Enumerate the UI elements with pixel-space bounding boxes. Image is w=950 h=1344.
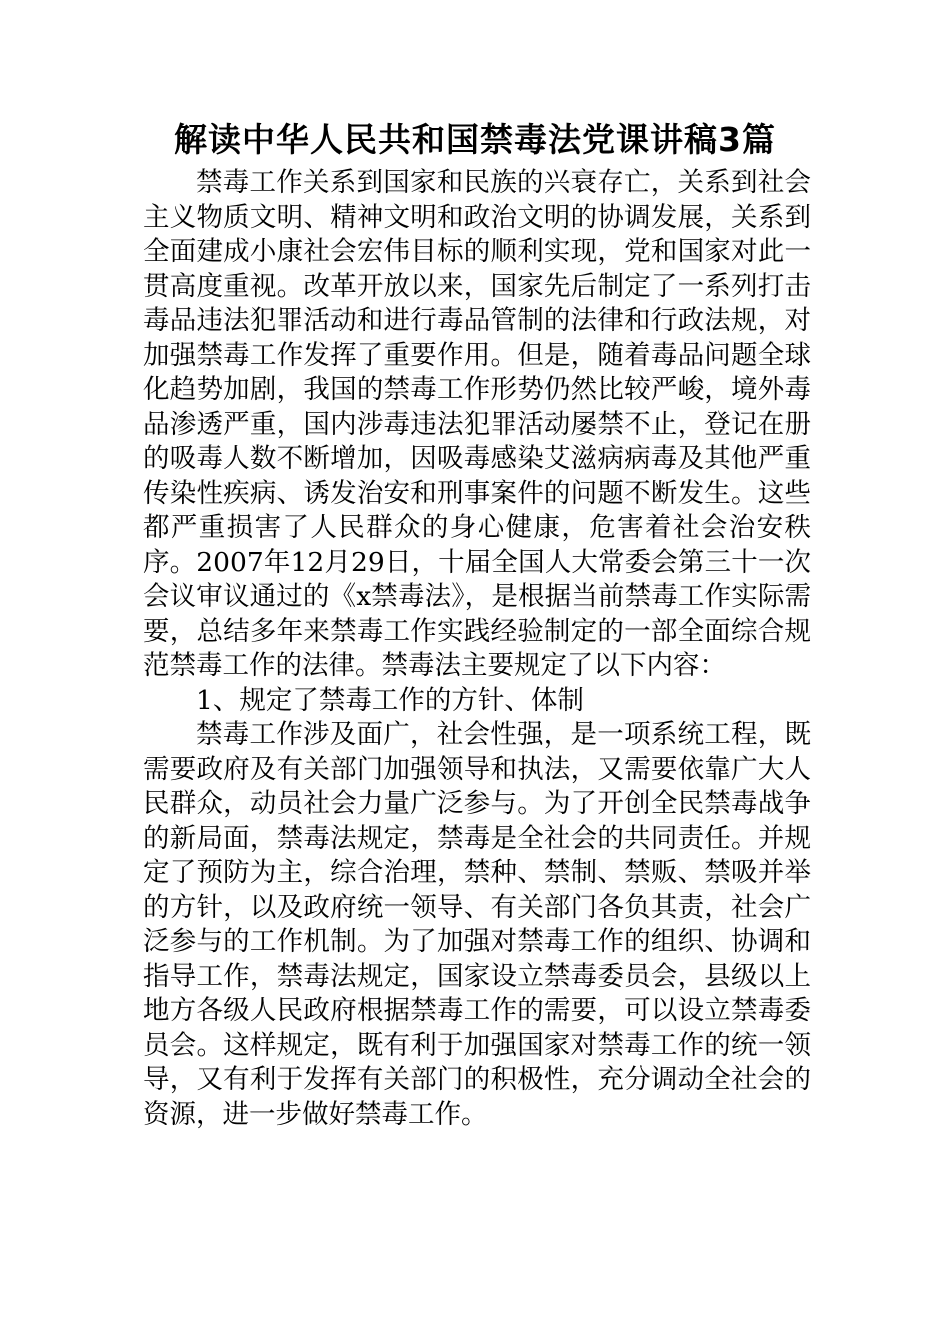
document-body	[143, 166, 811, 1132]
section-heading-1: 1、规定了禁毒工作的方针、体制	[196, 684, 584, 716]
paragraph-intro: 禁毒工作关系到国家和民族的兴衰存亡，关系到社会主义物质文明、精神文明和政治文明的协调发展，关系到全面建成小康社会宏伟目标的顺利实现，党和国家对此一贯高度重视。改革开放以来，国家先后制定了一系列打击毒品违法犯罪活动和进行毒品管制的法律和行政法规，对加强禁毒工作发挥了重要作用。但是，随着毒品问题全球化趋势加剧，我国的禁毒工作形势仍然比较严峻，境外毒品渗透严重，国内涉毒违法犯罪活动屡禁不止，登记在册的吸毒人数不断增加，因吸毒感染艾滋病病毒及其他严重传染性疾病、诱发治安和刑事案件的问题不断发生。这些都严重损害了人民群众的身心健康，危害着社会治安秩序。2007年12月29日，十届全国人大常委会第三十一次会议审议通过的《x禁毒法》，是根据当前禁毒工作实际需要，总结多年来禁毒工作实践经验制定的一部全面综合规范禁毒工作的法律。禁毒法主要规定了以下内容：	[143, 167, 811, 681]
paragraph-section-1: 禁毒工作涉及面广，社会性强，是一项系统工程，既需要政府及有关部门加强领导和执法，又需要依靠广大人民群众，动员社会力量广泛参与。为了开创全民禁毒战争的新局面，禁毒法规定，禁毒是全社会的共同责任。并规定了预防为主，综合治理，禁种、禁制、禁贩、禁吸并举的方针，以及政府统一领导、有关部门各负其责，社会广泛参与的工作机制。为了加强对禁毒工作的组织、协调和指导工作，禁毒法规定，国家设立禁毒委员会，县级以上地方各级人民政府根据禁毒工作的需要，可以设立禁毒委员会。这样规定，既有利于加强国家对禁毒工作的统一领导，又有利于发挥有关部门的积极性，充分调动全社会的资源，进一步做好禁毒工作。	[143, 719, 811, 1130]
document-title: 解读中华人民共和国禁毒法党课讲稿3篇	[174, 120, 776, 159]
